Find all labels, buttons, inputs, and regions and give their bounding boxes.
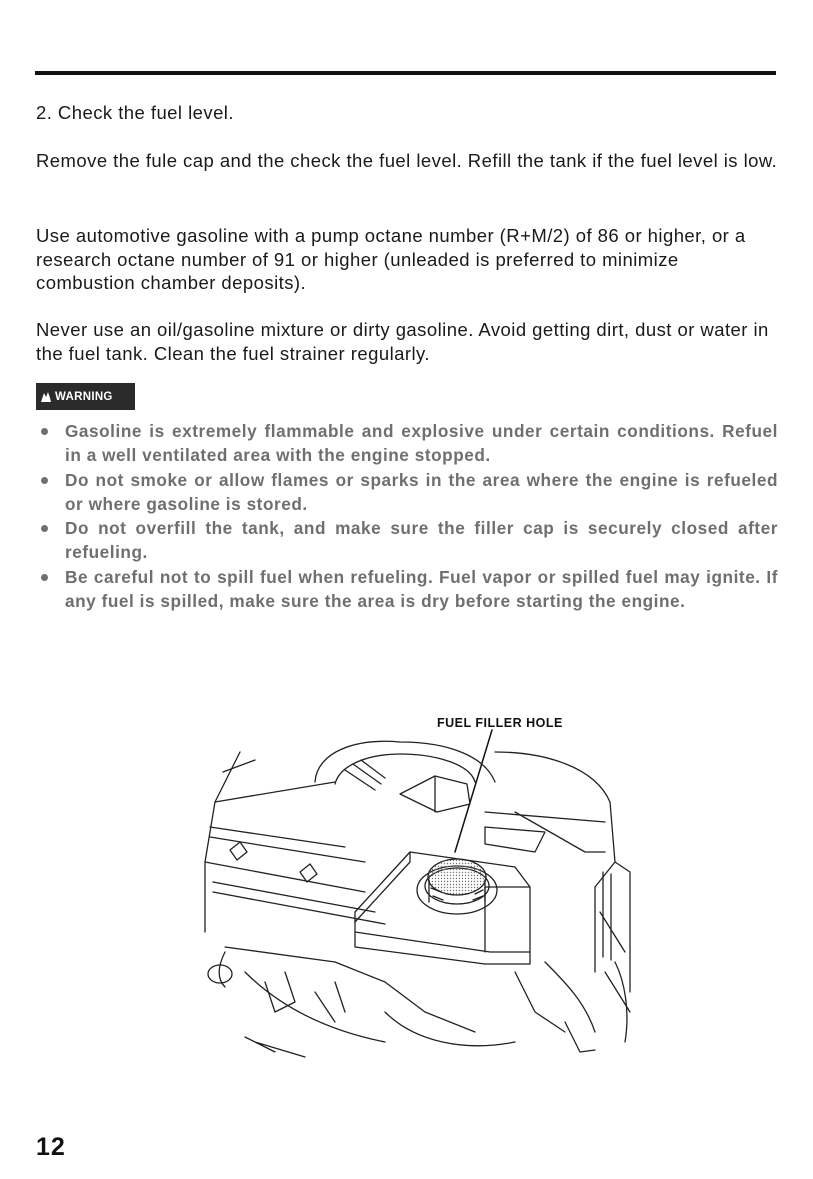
page-number: 12: [36, 1133, 66, 1161]
warning-item-text: Do not smoke or allow flames or sparks in the area where the engine is refueled or where gasoline is stored.: [65, 469, 778, 514]
warning-item: [36, 468, 778, 517]
paragraph-never-use: Never use an oil/gasoline mixture or dirty gasoline. Avoid getting dirt, dust or water in the fuel tank. Clean the fuel strainer regularly.: [36, 319, 769, 364]
step-heading: 2. Check the fuel level.: [36, 102, 234, 123]
warning-item-text: Gasoline is extremely flammable and explosive under certain conditions. Refuel in a well ventilated area with the engine stopped.: [65, 421, 778, 466]
warning-list: [36, 419, 778, 613]
bullet-icon: [41, 525, 48, 532]
hand-warning-icon: [39, 390, 53, 404]
warning-item: [36, 516, 778, 565]
warning-item-text: Do not overfill the tank, and make sure the filler cap is securely closed after refueling.: [65, 518, 778, 563]
warning-item: [36, 565, 778, 614]
bullet-icon: [41, 574, 48, 581]
warning-item-text: Be careful not to spill fuel when refueling. Fuel vapor or spilled fuel may ignite. If any fuel is spilled, make sure the area is dry before starting the engine.: [65, 566, 778, 612]
warning-item: [36, 419, 778, 468]
warning-badge: [36, 383, 135, 410]
top-rule: [35, 71, 776, 75]
bullet-icon: [41, 477, 48, 484]
bullet-icon: [41, 428, 48, 435]
engine-illustration: [185, 712, 645, 1062]
warning-label: WARNING: [55, 390, 113, 403]
paragraph-gasoline-octane: Use automotive gasoline with a pump octane number (R+M/2) of 86 or higher, or a research octane number of 91 or higher (unleaded is preferred to minimize combustion chamber deposits).: [36, 225, 746, 293]
paragraph-remove-cap: Remove the fule cap and the check the fuel level. Refill the tank if the fuel level is low.: [36, 150, 778, 171]
fuel-filler-hole-label: FUEL FILLER HOLE: [437, 716, 563, 730]
